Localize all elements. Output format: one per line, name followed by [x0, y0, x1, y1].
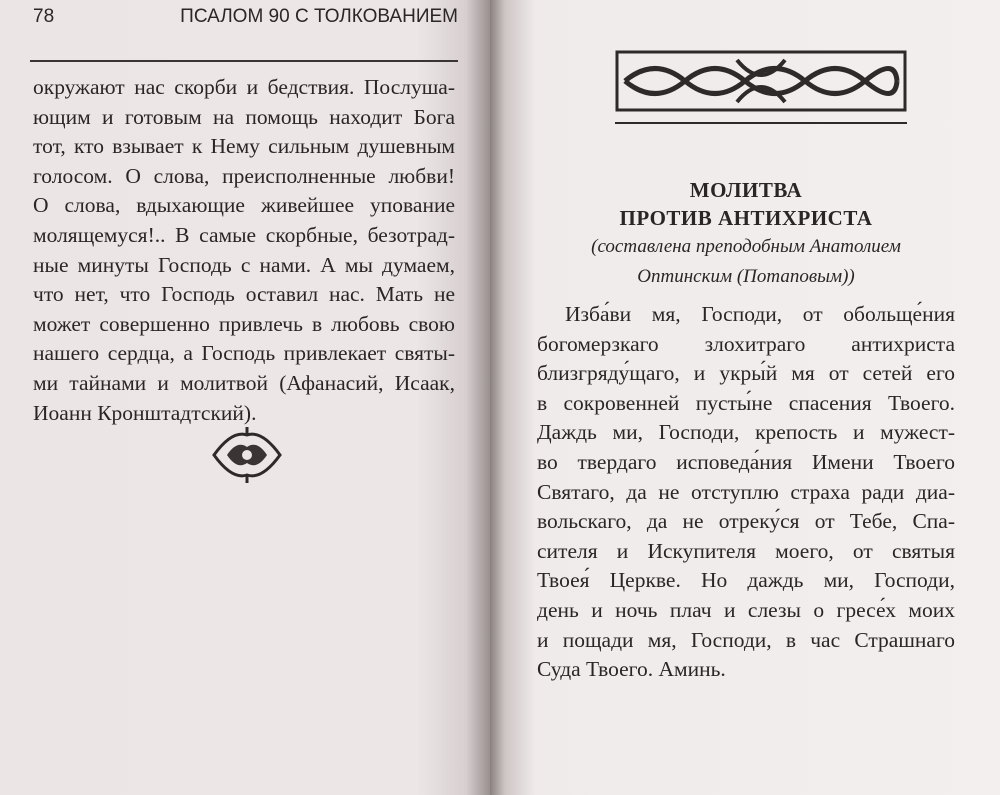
prayer-title-line1: МОЛИТВА: [689, 178, 803, 202]
page-number: 78: [33, 6, 55, 27]
text-line: нашего сердца, а Господь привлекает святы-: [33, 341, 455, 366]
text-line: близгряду́щаго, и укры́й мя от сетей его: [537, 361, 955, 386]
text-line: О слова, вдыхающие живейшее упование: [33, 193, 455, 218]
prayer-subtitle-line1: (составлена преподобным Анатолием: [591, 236, 901, 257]
text-line: Даждь ми, Господи, крепость и мужест-: [537, 420, 955, 445]
text-line: Иоанн Кронштадтский).: [33, 400, 257, 425]
prayer-subtitle-line2: Оптинским (Потаповым)): [637, 266, 855, 287]
text-line: ми тайнами и молитвой (Афанасий, Исаак,: [33, 371, 455, 395]
text-line: тот, кто взывает к Нему сильным душевным: [33, 134, 455, 159]
text-line: ные минуты Господь с нами. А мы думаем,: [33, 252, 455, 277]
prayer-title-line2: ПРОТИВ АНТИХРИСТА: [619, 206, 873, 230]
text-line: и пощади мя, Господи, в час Страшнаго: [537, 627, 955, 652]
text-line: голосом. О слова, преисполненные любви!: [33, 163, 455, 188]
left-page: [0, 0, 490, 795]
headpiece-ornament-icon: [615, 50, 907, 128]
ornament-icon: [212, 425, 282, 485]
text-line: молящемуся!.. В самые скорбные, безотрад-: [33, 223, 455, 247]
header-rule: [30, 60, 458, 62]
text-line: в сокровенней пусты́не спасения Твоего.: [537, 390, 955, 415]
text-line: сителя и Искупителя моего, от святыя: [537, 538, 955, 563]
text-line: что нет, что Господь оставил нас. Мать не: [33, 282, 455, 307]
right-page: [490, 0, 1000, 795]
text-line: окружают нас скорби и бедствия. Послуша-: [33, 75, 455, 99]
text-line: может совершенно привлечь в любовь свою: [33, 311, 455, 336]
text-line: Твоея́ Церкве. Но даждь ми, Господи,: [537, 568, 955, 593]
text-line: Суда Твоего. Аминь.: [537, 657, 726, 682]
text-line: вольскаго, да не отреку́ся от Тебе, Спа-: [537, 509, 955, 534]
text-line: Изба́ви мя, Господи, от обольще́ния: [565, 302, 955, 326]
text-line: во твердаго исповеда́ния Имени Твоего: [537, 450, 955, 474]
running-head: ПСАЛОМ 90 С ТОЛКОВАНИЕМ: [180, 6, 458, 27]
text-line: день и ночь плач и слезы о гресе́х моих: [537, 598, 955, 622]
text-line: Святаго, да не отступлю страха ради диа-: [537, 479, 955, 504]
text-line: богомерзкаго злохитраго антихриста: [537, 331, 955, 356]
text-line: ющим и готовым на помощь находит Бога: [33, 104, 455, 129]
